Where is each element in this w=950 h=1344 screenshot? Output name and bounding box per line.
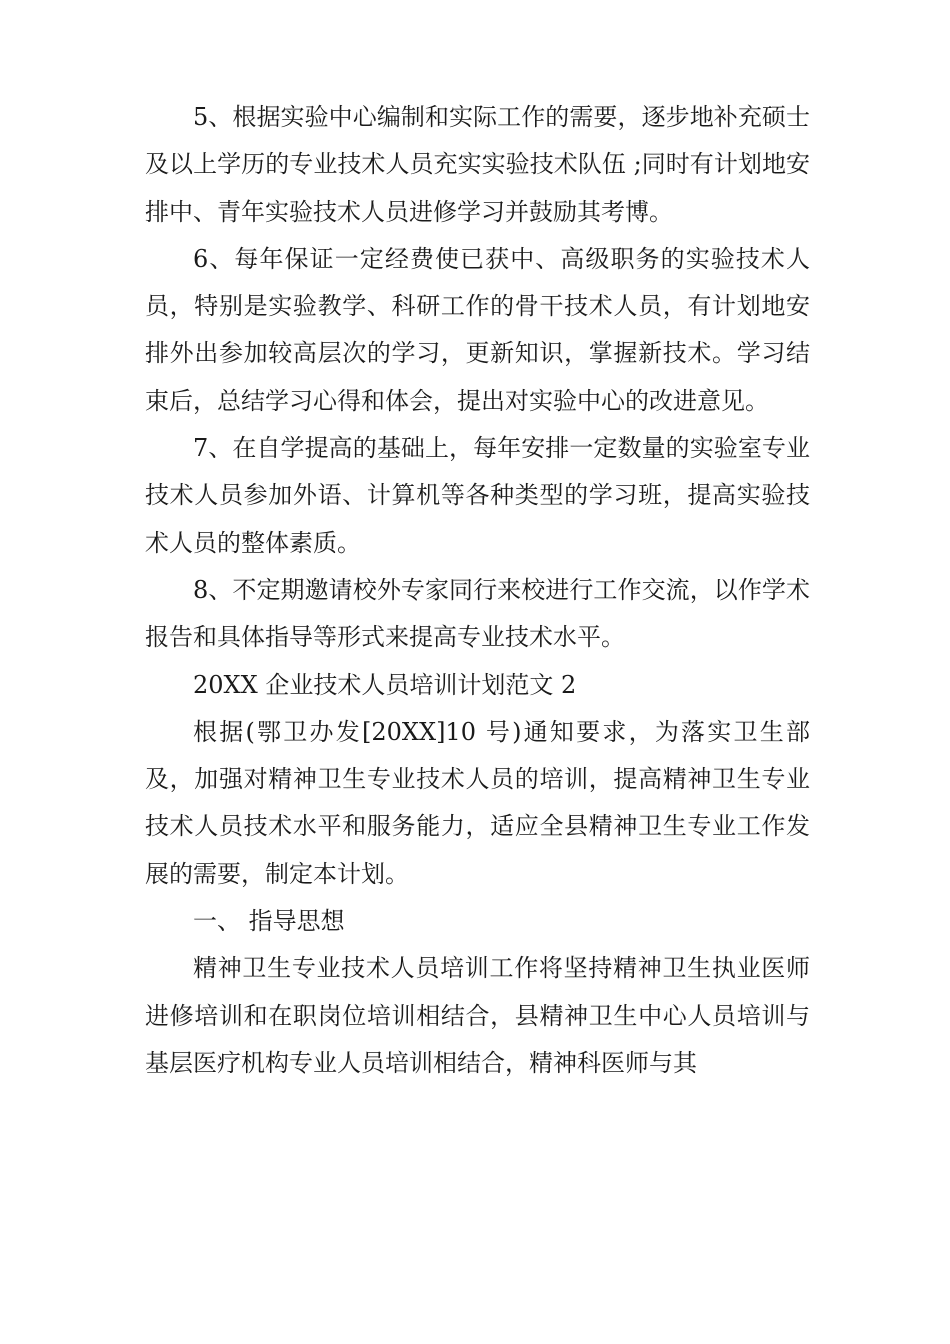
paragraph-guiding-ideology: 精神卫生专业技术人员培训工作将坚持精神卫生执业医师进修培训和在职岗位培训相结合，县精神卫生中心人员培训与基层医疗机构专业人员培训相结合，精神科医师与其 — [145, 954, 810, 1077]
section-heading-sample-2: 20XX 企业技术人员培训计划范文 2 — [193, 670, 577, 699]
paragraph-item-8: 8、不定期邀请校外专家同行来校进行工作交流，以作学术报告和具体指导等形式来提高专业技术水平。 — [145, 575, 810, 652]
document-body — [145, 94, 810, 1087]
paragraph-item-5: 5、根据实验中心编制和实际工作的需要，逐步地补充硕士及以上学历的专业技术人员充实实验技术队伍 ;同时有计划地安排中、青年实验技术人员进修学习并鼓励其考博。 — [145, 103, 810, 226]
section-heading-guiding-ideology: 一、 指导思想 — [193, 907, 345, 936]
paragraph-item-6: 6、每年保证一定经费使已获中、高级职务的实验技术人员，特别是实验教学、科研工作的骨干技术人员，有计划地安排外出参加较高层次的学习，更新知识，掌握新技术。学习结束后，总结学习心得和体会，提出对实验中心的改进意见。 — [145, 244, 810, 415]
paragraph-item-7: 7、在自学提高的基础上，每年安排一定数量的实验室专业技术人员参加外语、计算机等各种类型的学习班，提高实验技术人员的整体素质。 — [145, 434, 810, 557]
paragraph-intro: 根据(鄂卫办发[20XX]10 号)通知要求，为落实卫生部及，加强对精神卫生专业技术人员的培训，提高精神卫生专业技术人员技术水平和服务能力，适应全县精神卫生专业工作发展的需要，制定本计划。 — [145, 717, 810, 888]
